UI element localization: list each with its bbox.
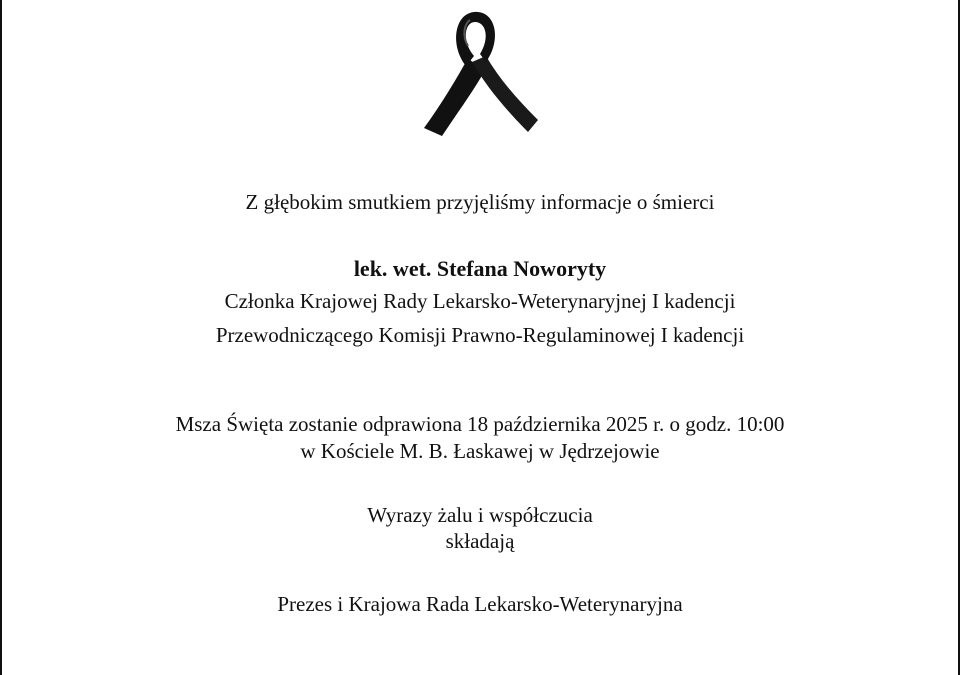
deceased-name: lek. wet. Stefana Noworyty [353,256,607,281]
signature: Prezes i Krajowa Rada Lekarsko-Weterynaryjna [277,592,683,616]
mass-info-line-2: w Kościele M. B. Łaskawej w Jędrzejowie [300,439,660,463]
role-line-1: Członka Krajowej Rady Lekarsko-Weterynaryjnej I kadencji [224,289,736,313]
intro-text: Z głębokim smutkiem przyjęliśmy informacje o śmierci [245,190,715,214]
mourning-ribbon-icon [410,10,540,138]
condolences-line-2: składają [445,529,515,553]
role-line-2: Przewodniczącego Komisji Prawno-Regulaminowej I kadencji [215,323,745,347]
condolences-line-1: Wyrazy żalu i współczucia [367,503,593,527]
mass-info-line-1: Msza Święta zostanie odprawiona 18 października 2025 r. o godz. 10:00 [175,412,785,436]
